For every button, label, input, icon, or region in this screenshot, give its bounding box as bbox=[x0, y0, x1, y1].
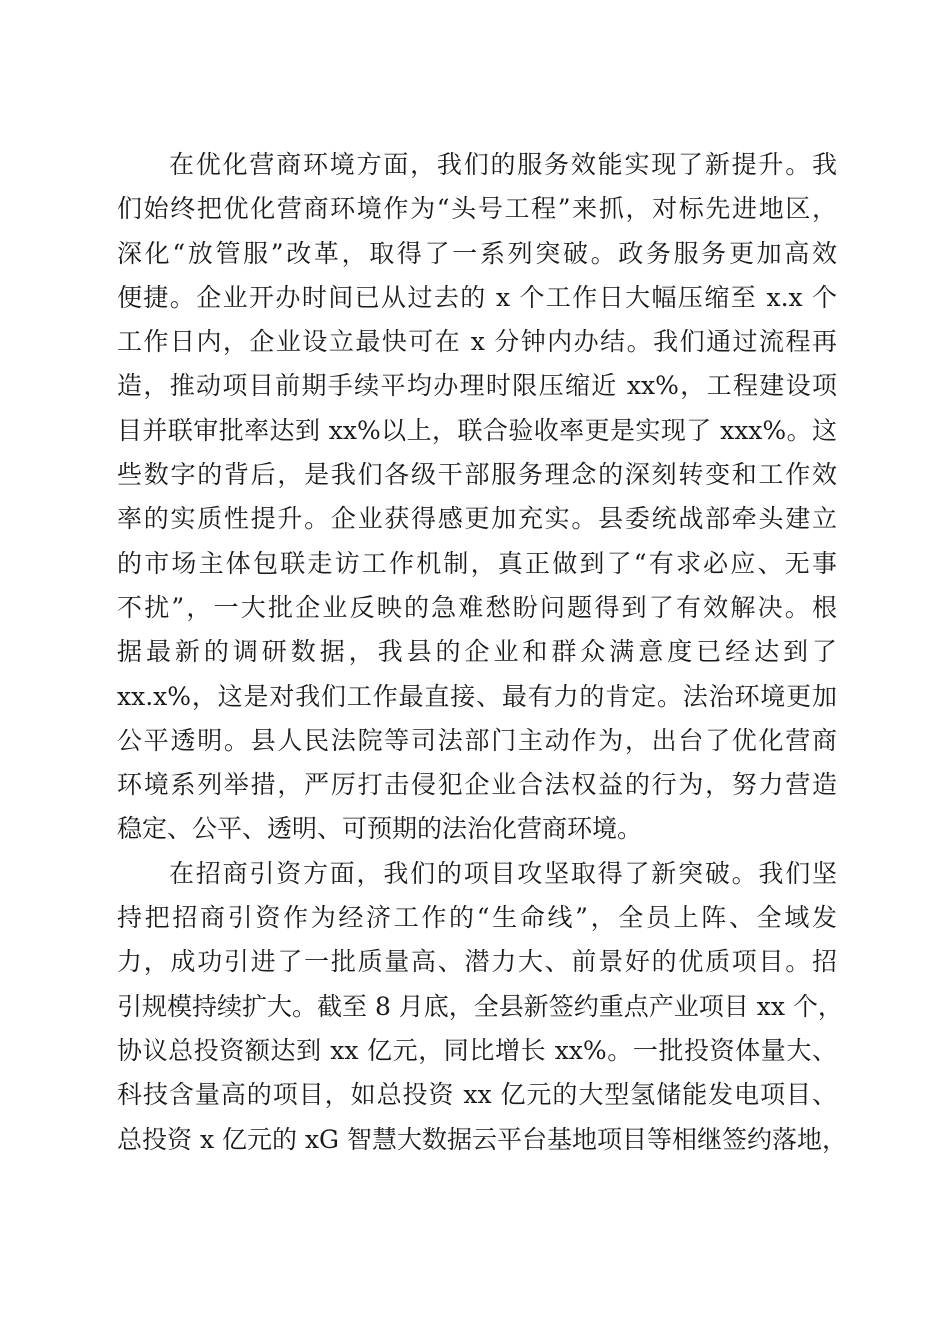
text-line: 公平透明。县人民法院等司法部门主动作为，出台了优化营商 bbox=[117, 725, 837, 755]
text-line: 在招商引资方面，我们的项目攻坚取得了新突破。我们坚 bbox=[169, 858, 837, 888]
paragraph-investment-attraction bbox=[117, 852, 847, 1162]
text-line: 环境系列举措，严厉打击侵犯企业合法权益的行为，努力营造 bbox=[117, 770, 837, 800]
text-line: 的市场主体包联走访工作机制，真正做到了“有求必应、无事 bbox=[117, 548, 837, 578]
text-line: 目并联审批率达到 xx%以上，联合验收率更是实现了 xxx%。这 bbox=[117, 415, 837, 445]
text-line: 稳定、公平、透明、可预期的法治化营商环境。 bbox=[117, 814, 643, 844]
text-line: 科技含量高的项目，如总投资 xx 亿元的大型氢储能发电项目、 bbox=[117, 1080, 837, 1110]
text-line: 在优化营商环境方面，我们的服务效能实现了新提升。我 bbox=[169, 150, 837, 179]
text-line: xx.x%，这是对我们工作最直接、最有力的肯定。法治环境更加 bbox=[117, 681, 837, 711]
text-line: 不扰”，一大批企业反映的急难愁盼问题得到了有效解决。根 bbox=[117, 592, 837, 622]
text-line: 持把招商引资作为经济工作的“生命线”，全员上阵、全域发 bbox=[117, 903, 837, 933]
document-body bbox=[117, 143, 847, 1162]
text-line: 据最新的调研数据，我县的企业和群众满意度已经达到了 bbox=[117, 637, 837, 667]
text-line: 协议总投资额达到 xx 亿元，同比增长 xx%。一批投资体量大、 bbox=[117, 1035, 837, 1065]
text-line: 率的实质性提升。企业获得感更加充实。县委统战部牵头建立 bbox=[117, 504, 837, 534]
text-line: 工作日内，企业设立最快可在 x 分钟内办结。我们通过流程再 bbox=[117, 327, 837, 357]
text-line: 总投资 x 亿元的 xG 智慧大数据云平台基地项目等相继签约落地， bbox=[117, 1124, 847, 1154]
text-line: 造，推动项目前期手续平均办理时限压缩近 xx%，工程建设项 bbox=[117, 371, 837, 401]
text-line: 引规模持续扩大。截至 8 月底，全县新签约重点产业项目 xx 个， bbox=[117, 991, 843, 1021]
text-line: 些数字的背后，是我们各级干部服务理念的深刻转变和工作效 bbox=[117, 460, 837, 490]
text-line: 们始终把优化营商环境作为“头号工程”来抓，对标先进地区， bbox=[117, 194, 837, 224]
text-line: 便捷。企业开办时间已从过去的 x 个工作日大幅压缩至 x.x 个 bbox=[117, 282, 837, 312]
text-line: 深化“放管服”改革，取得了一系列突破。政务服务更加高效 bbox=[117, 238, 837, 268]
paragraph-business-environment bbox=[117, 143, 837, 852]
text-line: 力，成功引进了一批质量高、潜力大、前景好的优质项目。招 bbox=[117, 947, 837, 977]
